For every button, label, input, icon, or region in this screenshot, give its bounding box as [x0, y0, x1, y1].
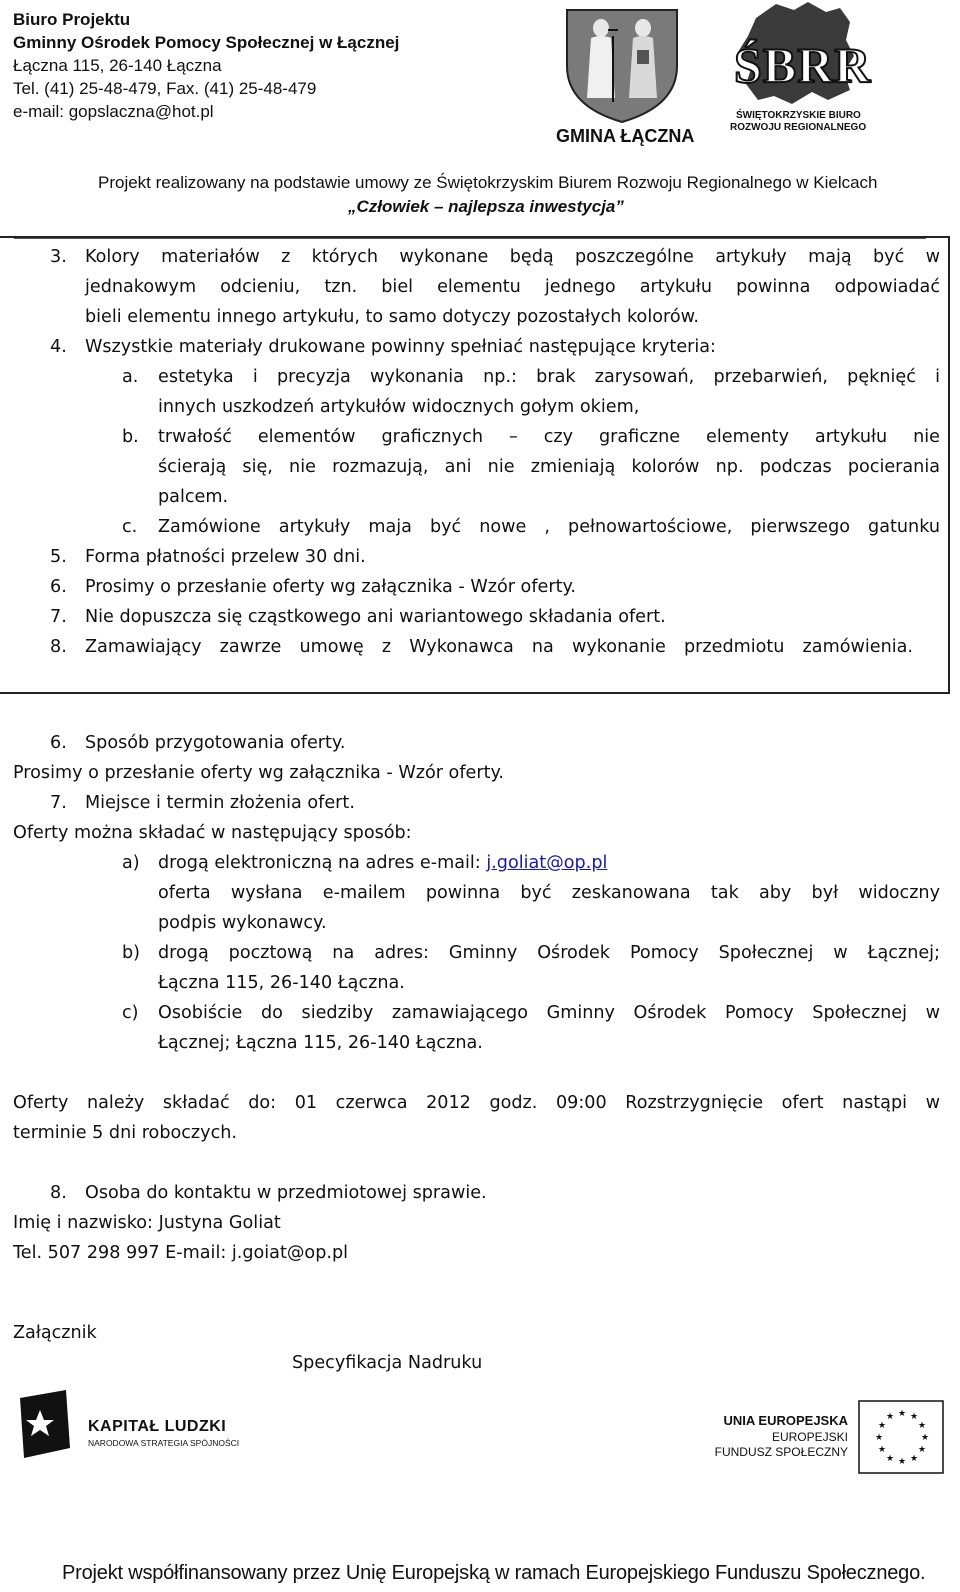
section-6-number: 6. [50, 733, 67, 753]
sub-b-label: b. [122, 427, 139, 447]
contact-name: Imię i nazwisko: Justyna Goliat [13, 1213, 281, 1233]
sub-b-line-2: ścierają się, nie rozmazują, ani nie zmieniają kolorów np. podczas pocierania [158, 457, 940, 477]
method-b-line-2: Łączna 115, 26-140 Łączna. [158, 973, 405, 993]
sbrr-caption-2: ROZWOJU REGIONALNEGO [730, 122, 867, 133]
method-b-line-1: drogą pocztową na adres: Gminny Ośrodek Pomocy Społecznej w Łącznej; [158, 943, 940, 963]
item-3-line-1: Kolory materiałów z których wykonane będą poszczególne artykuły mają być w [85, 247, 940, 267]
svg-text:★: ★ [910, 1454, 919, 1464]
item-5-number: 5. [50, 547, 67, 567]
method-a-note-line-1: oferta wysłana e-mailem powinna być zeskanowana tak aby był widoczny [158, 883, 940, 903]
section-7-title: Miejsce i termin złożenia ofert. [85, 793, 355, 813]
sub-a-label: a. [122, 367, 139, 387]
section-7-number: 7. [50, 793, 67, 813]
sub-a-line-1: estetyka i precyzja wykonania np.: brak zarysowań, przebarwień, pęknięć i [158, 367, 940, 387]
kapital-ludzki-subtitle: NARODOWA STRATEGIA SPÓJNOŚCI [88, 1438, 240, 1448]
svg-text:★: ★ [886, 1454, 895, 1464]
svg-text:★: ★ [918, 1445, 927, 1455]
item-6-number: 6. [50, 577, 67, 597]
item-8-number: 8. [50, 637, 67, 657]
gmina-coat-of-arms [563, 6, 681, 124]
sbrr-caption-1: ŚWIĘTOKRZYSKIE BIURO [736, 110, 861, 121]
eu-title: UNIA EUROPEJSKA [723, 1413, 848, 1428]
item-7-number: 7. [50, 607, 67, 627]
org-name-line-1: Biuro Projektu [13, 10, 131, 29]
item-3-line-2: jednakowym odcieniu, tzn. biel elementu jednego artykułu powinna odpowiadać [85, 277, 940, 297]
method-a-label: a) [122, 853, 140, 873]
sbrr-logo-text: ŚBRR [734, 37, 872, 93]
section-8-title: Osoba do kontaktu w przedmiotowej sprawie. [85, 1183, 487, 1203]
svg-text:★: ★ [875, 1433, 884, 1443]
kapital-ludzki-logo-icon [18, 1388, 72, 1460]
sub-c-label: c. [122, 517, 138, 537]
svg-text:★: ★ [918, 1421, 927, 1431]
motto: „Człowiek – najlepsza inwestycja” [348, 197, 624, 216]
eu-subtitle-1: EUROPEJSKI [771, 1430, 848, 1444]
method-b-label: b) [122, 943, 141, 963]
method-a-note-line-2: podpis wykonawcy. [158, 913, 327, 933]
attachment-label: Załącznik [13, 1323, 97, 1343]
org-phone: Tel. (41) 25-48-479, Fax. (41) 25-48-479 [13, 79, 317, 98]
method-c-line-2: Łącznej; Łączna 115, 26-140 Łączna. [158, 1033, 483, 1053]
item-5-text: Forma płatności przelew 30 dni. [85, 547, 366, 567]
deadline-line-2: terminie 5 dni roboczych. [13, 1123, 237, 1143]
attachment-title: Specyfikacja Nadruku [292, 1353, 483, 1373]
eu-subtitle-2: FUNDUSZ SPOŁECZNY [714, 1445, 848, 1459]
item-4-number: 4. [50, 337, 67, 357]
item-8-text: Zamawiający zawrze umowę z Wykonawca na wykonanie przedmiotu zamówienia. [85, 637, 913, 657]
method-a-text: drogą elektroniczną na adres e-mail: [158, 853, 487, 873]
item-3-number: 3. [50, 247, 67, 267]
svg-text:★: ★ [886, 1412, 895, 1422]
svg-text:★: ★ [878, 1445, 887, 1455]
svg-text:★: ★ [898, 1457, 907, 1467]
email-link[interactable]: j.goliat@op.pl [486, 853, 608, 873]
section-6-title: Sposób przygotowania oferty. [85, 733, 346, 753]
org-address: Łączna 115, 26-140 Łączna [13, 56, 222, 75]
sub-c-text: Zamówione artykuły maja być nowe , pełnowartościowe, pierwszego gatunku [158, 517, 940, 537]
header-divider [14, 238, 926, 239]
svg-text:★: ★ [910, 1412, 919, 1422]
svg-text:★: ★ [898, 1409, 907, 1419]
item-4-text: Wszystkie materiały drukowane powinny spełniać następujące kryteria: [85, 337, 716, 357]
eu-flag-icon [858, 1400, 944, 1474]
svg-text:★: ★ [921, 1433, 930, 1443]
section-7-intro: Oferty można składać w następujący sposób: [13, 823, 412, 843]
svg-text:★: ★ [878, 1421, 887, 1431]
sub-b-line-1: trwałość elementów graficznych – czy graficzne elementy artykułu nie [158, 427, 940, 447]
org-email: e-mail: gopslaczna@hot.pl [13, 102, 214, 121]
kapital-ludzki-title: KAPITAŁ LUDZKI [88, 1418, 227, 1435]
item-3-line-3: bieli elementu innego artykułu, to samo dotyczy pozostałych kolorów. [85, 307, 699, 327]
method-c-label: c) [122, 1003, 139, 1023]
item-7-text: Nie dopuszcza się cząstkowego ani wariantowego składania ofert. [85, 607, 666, 627]
org-name-line-2: Gminny Ośrodek Pomocy Społecznej w Łącznej [13, 33, 400, 52]
section-6-text: Prosimy o przesłanie oferty wg załącznika - Wzór oferty. [13, 763, 504, 783]
method-c-line-1: Osobiście do siedziby zamawiającego Gminny Ośrodek Pomocy Społecznej w [158, 1003, 940, 1023]
sub-a-line-2: innych uszkodzeń artykułów widocznych gołym okiem, [158, 397, 640, 417]
cofinancing-note: Projekt współfinansowany przez Unię Europejską w ramach Europejskiego Funduszu Społecznego. [62, 1562, 926, 1584]
gmina-label: GMINA ŁĄCZNA [556, 126, 695, 146]
deadline-line-1: Oferty należy składać do: 01 czerwca 2012 godz. 09:00 Rozstrzygnięcie ofert nastąpi w [13, 1093, 940, 1113]
item-6-text: Prosimy o przesłanie oferty wg załącznika - Wzór oferty. [85, 577, 576, 597]
sub-b-line-3: palcem. [158, 487, 229, 507]
section-8-number: 8. [50, 1183, 67, 1203]
project-line: Projekt realizowany na podstawie umowy ze Świętokrzyskim Biurem Rozwoju Regionalnego w Kielcach [98, 173, 878, 192]
contact-phone-email: Tel. 507 298 997 E-mail: j.goiat@op.pl [13, 1243, 349, 1263]
method-a-line [158, 848, 607, 878]
